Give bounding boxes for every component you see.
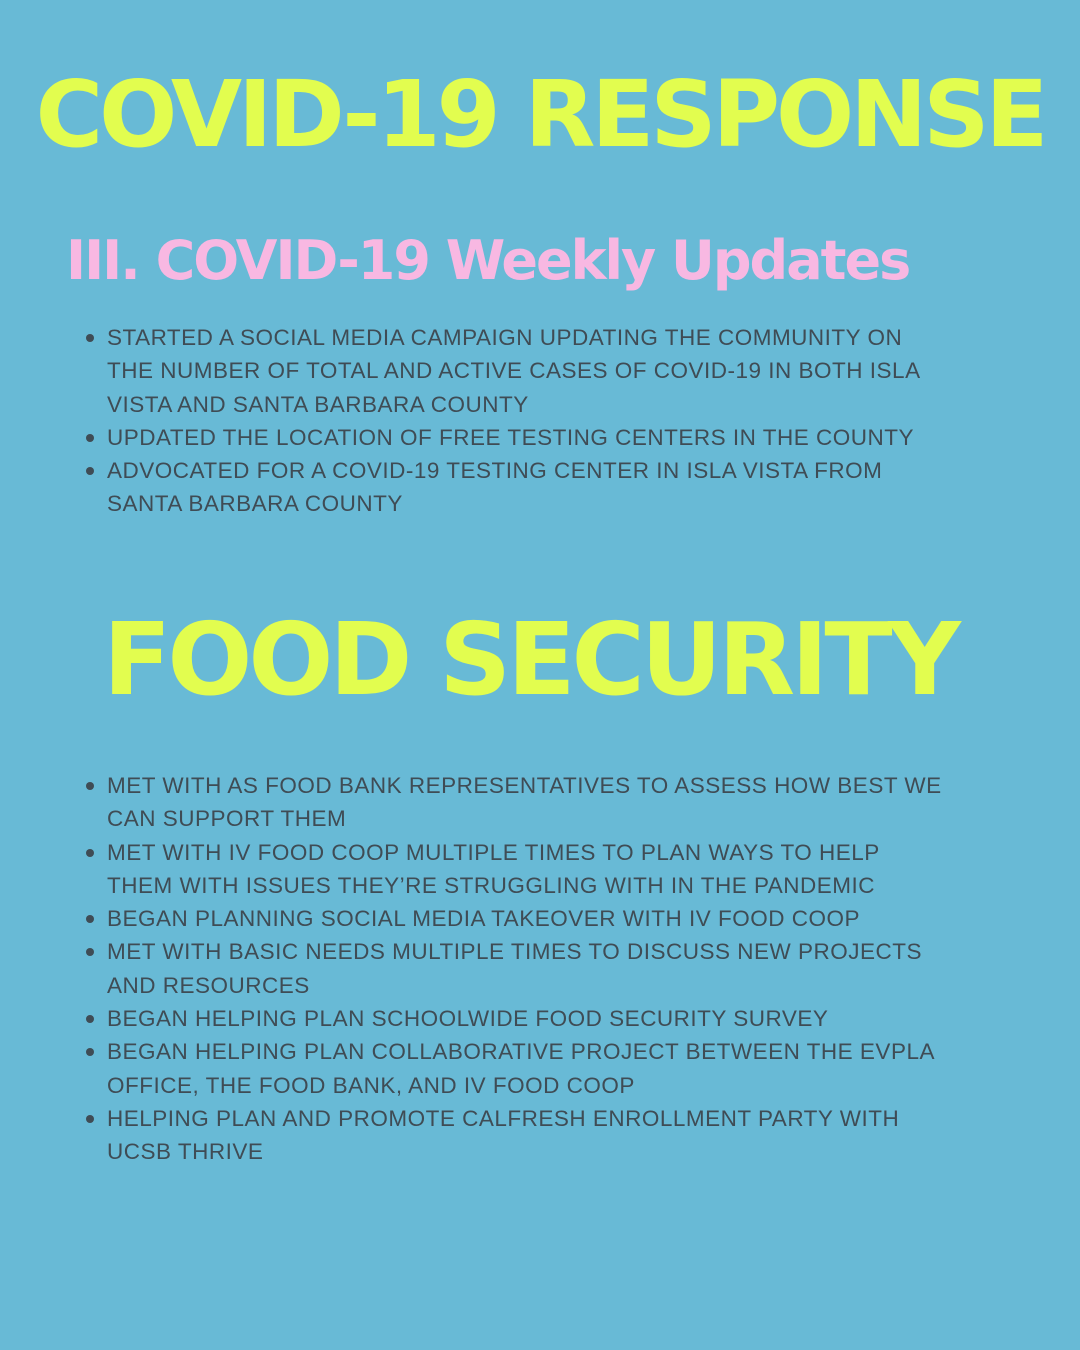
covid-response-title: COVID-19 RESPONSE [35,61,1045,168]
list-item-text: MET WITH AS FOOD BANK REPRESENTATIVES TO ASSESS HOW BEST WE [107,773,942,798]
list-item-text: UPDATED THE LOCATION OF FREE TESTING CENTERS IN THE COUNTY [107,424,914,450]
bullet-dot [86,434,94,442]
list-item-text: BEGAN HELPING PLAN COLLABORATIVE PROJECT BETWEEN THE EVPLA [107,1039,935,1065]
list-item [0,454,1000,521]
list-item-text: OFFICE, THE FOOD BANK, AND IV FOOD COOP [107,1072,635,1098]
list-item-text: BEGAN HELPING PLAN SCHOOLWIDE FOOD SECURITY SURVEY [107,1006,829,1032]
list-item-text: VISTA AND SANTA BARBARA COUNTY [107,391,529,417]
list-item-text: AND RESOURCES [107,972,310,998]
list-item [0,1102,1000,1169]
food-security-list [0,769,1000,1169]
bullet-dot [86,849,94,857]
list-item [0,769,1000,836]
list-item-text: CAN SUPPORT THEM [107,806,347,832]
bullet-dot [86,334,94,342]
list-item-text: ADVOCATED FOR A COVID-19 TESTING CENTER IN ISLA VISTA FROM [107,458,883,484]
list-item [0,321,1000,421]
list-item [0,1002,1000,1035]
list-item [0,935,1000,1002]
list-item [0,421,1000,454]
list-item-text: THEM WITH ISSUES THEY’RE STRUGGLING WITH IN THE PANDEMIC [107,872,876,898]
bullet-dot [86,1015,94,1023]
food-security-title: FOOD SECURITY [103,601,957,718]
covid-updates-list [0,321,1000,521]
list-item-text: MET WITH IV FOOD COOP MULTIPLE TIMES TO PLAN WAYS TO HELP [107,839,880,865]
list-item [0,902,1000,935]
bullet-dot [86,1048,94,1056]
list-item-text: UCSB THRIVE [107,1139,264,1165]
bullet-dot [86,948,94,956]
list-item [0,836,1000,903]
list-item-text: SANTA BARBARA COUNTY [107,491,403,517]
list-item-text: HELPING PLAN AND PROMOTE CALFRESH ENROLLMENT PARTY WITH [107,1105,900,1131]
bullet-dot [86,1115,94,1123]
weekly-updates-subtitle: III. COVID-19 Weekly Updates [66,229,910,292]
list-item-text: BEGAN PLANNING SOCIAL MEDIA TAKEOVER WITH IV FOOD COOP [107,906,860,932]
bullet-dot [86,915,94,923]
bullet-dot [86,467,94,475]
list-item-text: STARTED A SOCIAL MEDIA CAMPAIGN UPDATING THE COMMUNITY ON [107,325,903,350]
list-item [0,1035,1000,1102]
list-item-text: THE NUMBER OF TOTAL AND ACTIVE CASES OF COVID-19 IN BOTH ISLA [107,358,921,384]
list-item-text: MET WITH BASIC NEEDS MULTIPLE TIMES TO DISCUSS NEW PROJECTS [107,939,923,965]
bullet-dot [86,782,94,790]
